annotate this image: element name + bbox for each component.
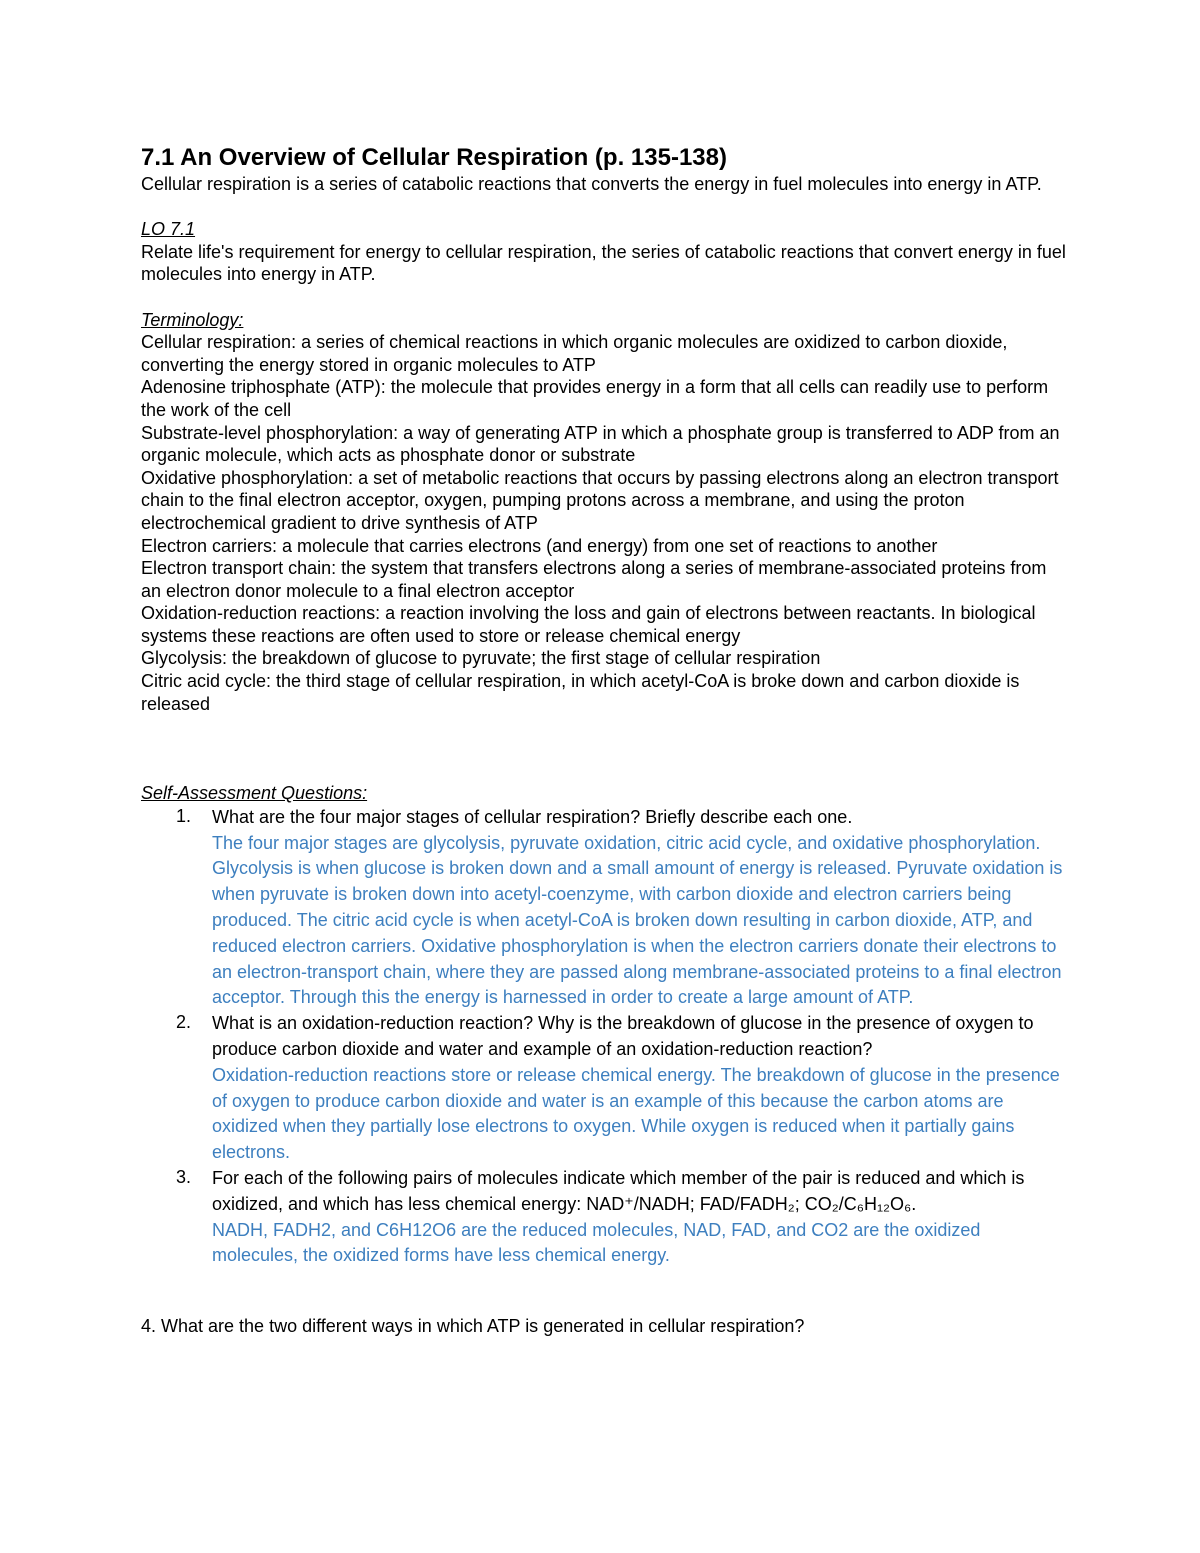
term-item: Oxidative phosphorylation: a set of metabolic reactions that occurs by passing electrons along an electron transport chain to the final electron acceptor, oxygen, pumping protons across a membrane, and using the proton electrochemical gradient to drive synthesis of ATP bbox=[141, 467, 1059, 533]
question-4: 4. What are the two different ways in which ATP is generated in cellular respiration? bbox=[141, 1316, 805, 1337]
answer-text: The four major stages are glycolysis, pyruvate oxidation, citric acid cycle, and oxidative phosphorylation. Glycolysis is when glucose is broken down and a small amount of energy is released. Pyruvate oxidation is when pyruvate is broken down into acetyl-coenzyme, with carbon dioxide and electron carriers being produced. The citric acid cycle is when acetyl-CoA is broken down resulting in carbon dioxide, ATP, and reduced electron carriers. Oxidative phosphorylation is when the electron carriers donate their electrons to an electron-transport chain, where they are passed along membrane-associated proteins to a final electron acceptor. Through this the energy is harnessed in order to create a large amount of ATP. bbox=[212, 832, 1063, 1008]
spacer bbox=[141, 715, 1066, 782]
question-text: What are the four major stages of cellular respiration? Briefly describe each one. bbox=[212, 806, 853, 827]
question-list bbox=[141, 805, 1066, 1269]
spacer bbox=[141, 1292, 1066, 1315]
term-item: Oxidation-reduction reactions: a reaction involving the loss and gain of electrons between reactants. In biological systems these reactions are often used to store or release chemical energy bbox=[141, 603, 1036, 646]
question-item bbox=[141, 805, 1066, 1011]
question-text: For each of the following pairs of molecules indicate which member of the pair is reduced and which is oxidized, and which has less chemical energy: NAD⁺/NADH; FAD/FADH₂; CO₂/C₆H₁₂O₆. bbox=[212, 1168, 1025, 1214]
terminology-label: Terminology: bbox=[141, 309, 244, 330]
question-item bbox=[141, 1166, 1066, 1269]
self-assessment-label: Self-Assessment Questions: bbox=[141, 783, 368, 804]
spacer bbox=[141, 286, 1066, 309]
question-text: What is an oxidation-reduction reaction? Why is the breakdown of glucose in the presence of oxygen to produce carbon dioxide and water and example of an oxidation-reduction reaction? bbox=[212, 1013, 1034, 1060]
lo-text: Relate life's requirement for energy to cellular respiration, the series of catabolic reactions that convert energy in fuel molecules into energy in ATP. bbox=[141, 241, 1066, 285]
lo-label: LO 7.1 bbox=[141, 219, 196, 240]
document-page bbox=[141, 143, 1066, 1340]
answer-text: Oxidation-reduction reactions store or release chemical energy. The breakdown of glucose in the presence of oxygen to produce carbon dioxide and water is an example of this because the carbon atoms are oxidized when they partially lose electrons to oxygen. While oxygen is reduced when it partially gains electrons. bbox=[212, 1064, 1060, 1163]
term-item: Glycolysis: the breakdown of glucose to pyruvate; the first stage of cellular respiration bbox=[141, 648, 821, 669]
term-item: Adenosine triphosphate (ATP): the molecule that provides energy in a form that all cells can readily use to perform the work of the cell bbox=[141, 377, 1049, 420]
term-item: Substrate-level phosphorylation: a way of generating ATP in which a phosphate group is transferred to ADP from an organic molecule, which acts as phosphate donor or substrate bbox=[141, 422, 1060, 466]
term-item: Cellular respiration: a series of chemical reactions in which organic molecules are oxidized to carbon dioxide, converting the energy stored in organic molecules to ATP bbox=[141, 332, 1008, 375]
spacer bbox=[141, 196, 1066, 219]
section-heading: 7.1 An Overview of Cellular Respiration (p. 135-138) bbox=[141, 144, 727, 171]
question-number: 1. bbox=[176, 805, 192, 826]
answer-text: NADH, FADH2, and C6H12O6 are the reduced molecules, NAD, FAD, and CO2 are the oxidized molecules, the oxidized forms have less chemical energy. bbox=[212, 1219, 981, 1266]
spacer bbox=[141, 1269, 1066, 1292]
term-item: Citric acid cycle: the third stage of cellular respiration, in which acetyl-CoA is broke down and carbon dioxide is released bbox=[141, 671, 1020, 714]
question-item bbox=[141, 1011, 1066, 1166]
intro-paragraph: Cellular respiration is a series of catabolic reactions that converts the energy in fuel molecules into energy in ATP. bbox=[141, 174, 1042, 194]
term-item: Electron carriers: a molecule that carries electrons (and energy) from one set of reactions to another bbox=[141, 535, 938, 556]
term-item: Electron transport chain: the system that transfers electrons along a series of membrane-associated proteins from an electron donor molecule to a final electron acceptor bbox=[141, 558, 1047, 601]
question-number: 2. bbox=[176, 1012, 192, 1033]
question-number: 3. bbox=[176, 1167, 192, 1187]
